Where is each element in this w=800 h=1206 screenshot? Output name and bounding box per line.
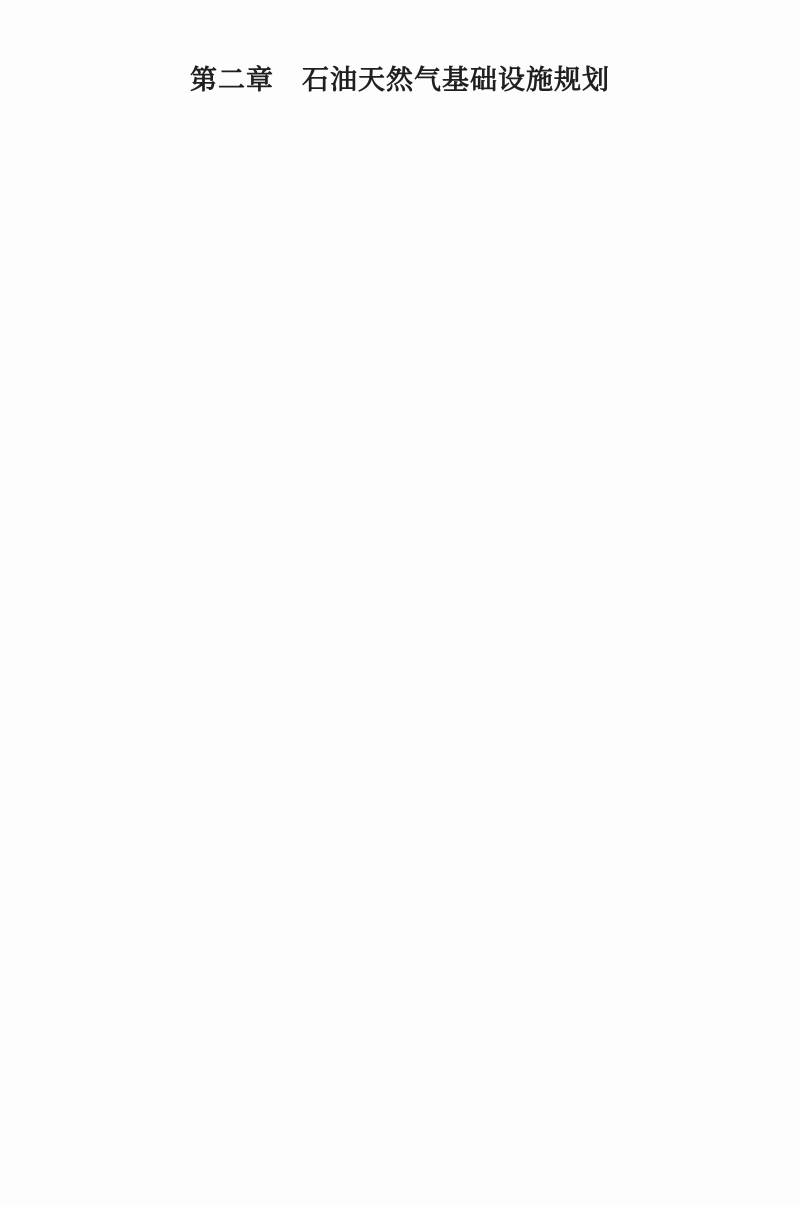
chapter-heading: 第二章 石油天然气基础设施规划	[190, 65, 610, 95]
